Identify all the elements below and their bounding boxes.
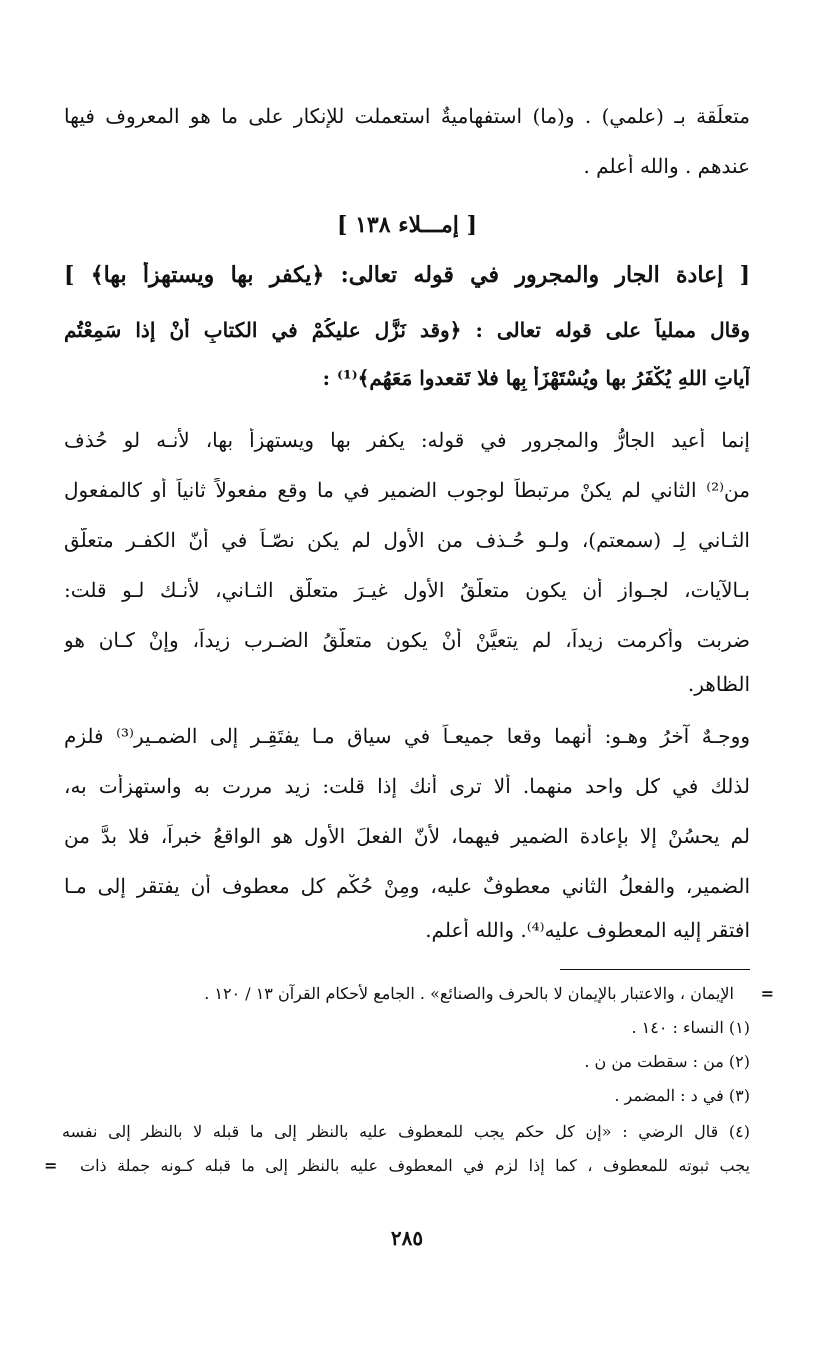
footnote-item: (٤) قال الرضي : «إن كل حكم يجب للمعطوف عليه بالنظر إلى ما قبله لا بالنظر إلى نفسه <box>62 1122 750 1141</box>
page-number: ٢٨٥ <box>390 1226 424 1250</box>
footnote-item: يجب ثبوته للمعطوف ، كما إذا لزم في المعطوف عليه بالنظر إلى ما قبله كـونه جملة ذات <box>80 1156 750 1175</box>
paragraph-1-line: من⁽²⁾ الثاني لم يكنْ مرتبطاً لوجوب الضمير في ما وقع مفعولاً ثانياً أو كالمفعول <box>64 478 750 502</box>
footnote-item: (١) النساء : ١٤٠ . <box>631 1018 750 1037</box>
section-subtitle: [ إعادة الجار والمجرور في قوله تعالى: ﴿يكفر بها ويستهزأ بها﴾ ] <box>64 262 750 288</box>
footnote-continued-marker: = <box>760 984 774 1003</box>
footnote-item: (٣) في د : المضمر . <box>614 1086 750 1105</box>
intro-line-2: عندهم . والله أعلم . <box>583 154 750 178</box>
footnote-carryover: الإيمان ، والاعتبار بالإيمان لا بالحرف والصنائع» . الجامع لأحكام القرآن ١٣ / ١٢٠ . <box>204 984 734 1003</box>
footnote-item: (٢) من : سقطت من ن . <box>584 1052 750 1071</box>
quote-line-2: آياتِ اللهِ يُكْفَرُ بها ويُسْتَهْزَأُ بِها فلا تَقعدوا مَعَهُم﴾⁽¹⁾ : <box>322 366 750 390</box>
paragraph-2-line: ووجـهٌ آخرُ وهـو: أنهما وقعا جميعـاً في سياق مـا يفتَقِـر إلى الضمـير⁽³⁾ فلزم <box>64 724 750 748</box>
footnote-separator <box>560 969 750 970</box>
paragraph-1-line: ضربت وأكرمت زيداً، لم يتعيَّنْ أنْ يكون متعلّقُ الضـرب زيداً، وإنْ كـان هو <box>64 628 750 652</box>
section-title: [ إمـــلاء ١٣٨ ] <box>337 212 477 238</box>
paragraph-2-line: لم يحسُنْ إلا بإعادة الضمير فيهما، لأنّ الفعلَ الأول هو الواقعُ خبراً، فلا بدَّ من <box>64 824 750 848</box>
intro-line-1: متعلِّقة بـ (علمي) . و(ما) استفهاميةٌ استعملت للإنكار على ما هو المعروف فيها <box>64 104 750 128</box>
paragraph-1-line: بـالآيات، لجـواز أن يكون متعلّقُ الأول غيـرَ متعلّق الثـاني، لأنـك لـو قلت: <box>64 578 750 602</box>
paragraph-1-line: الثـاني لِـ (سمعتم)، ولـو حُـذف من الأول لم يكن نصّـاً في أنّ الكفـر متعلّق <box>64 528 750 552</box>
paragraph-2-line: الضمير، والفعلُ الثاني معطوفٌ عليه، ومِنْ حُكْمِ كل معطوف أن يفتقر إلى مـا <box>64 874 750 898</box>
footnote-trailing-marker: = <box>44 1156 58 1175</box>
paragraph-1-line: الظاهر. <box>687 672 750 696</box>
paragraph-2-line: لذلك في كل واحد منهما. ألا ترى أنك إذا قلت: زيد مررت به واستهزأت به، <box>64 774 750 798</box>
paragraph-1-line: إنما أُعيد الجارُّ والمجرور في قوله: يكفر بها ويستهزأ بها، لأنـه لو حُذف <box>64 428 750 452</box>
paragraph-2-line: افتقر إليه المعطوف عليه⁽⁴⁾. والله أعلم. <box>425 918 750 942</box>
quote-line-1: وقال مملياً على قوله تعالى : ﴿وقد نَزَّل عليكُمْ في الكتابِ أنْ إذا سَمِعْتُم <box>64 318 750 342</box>
